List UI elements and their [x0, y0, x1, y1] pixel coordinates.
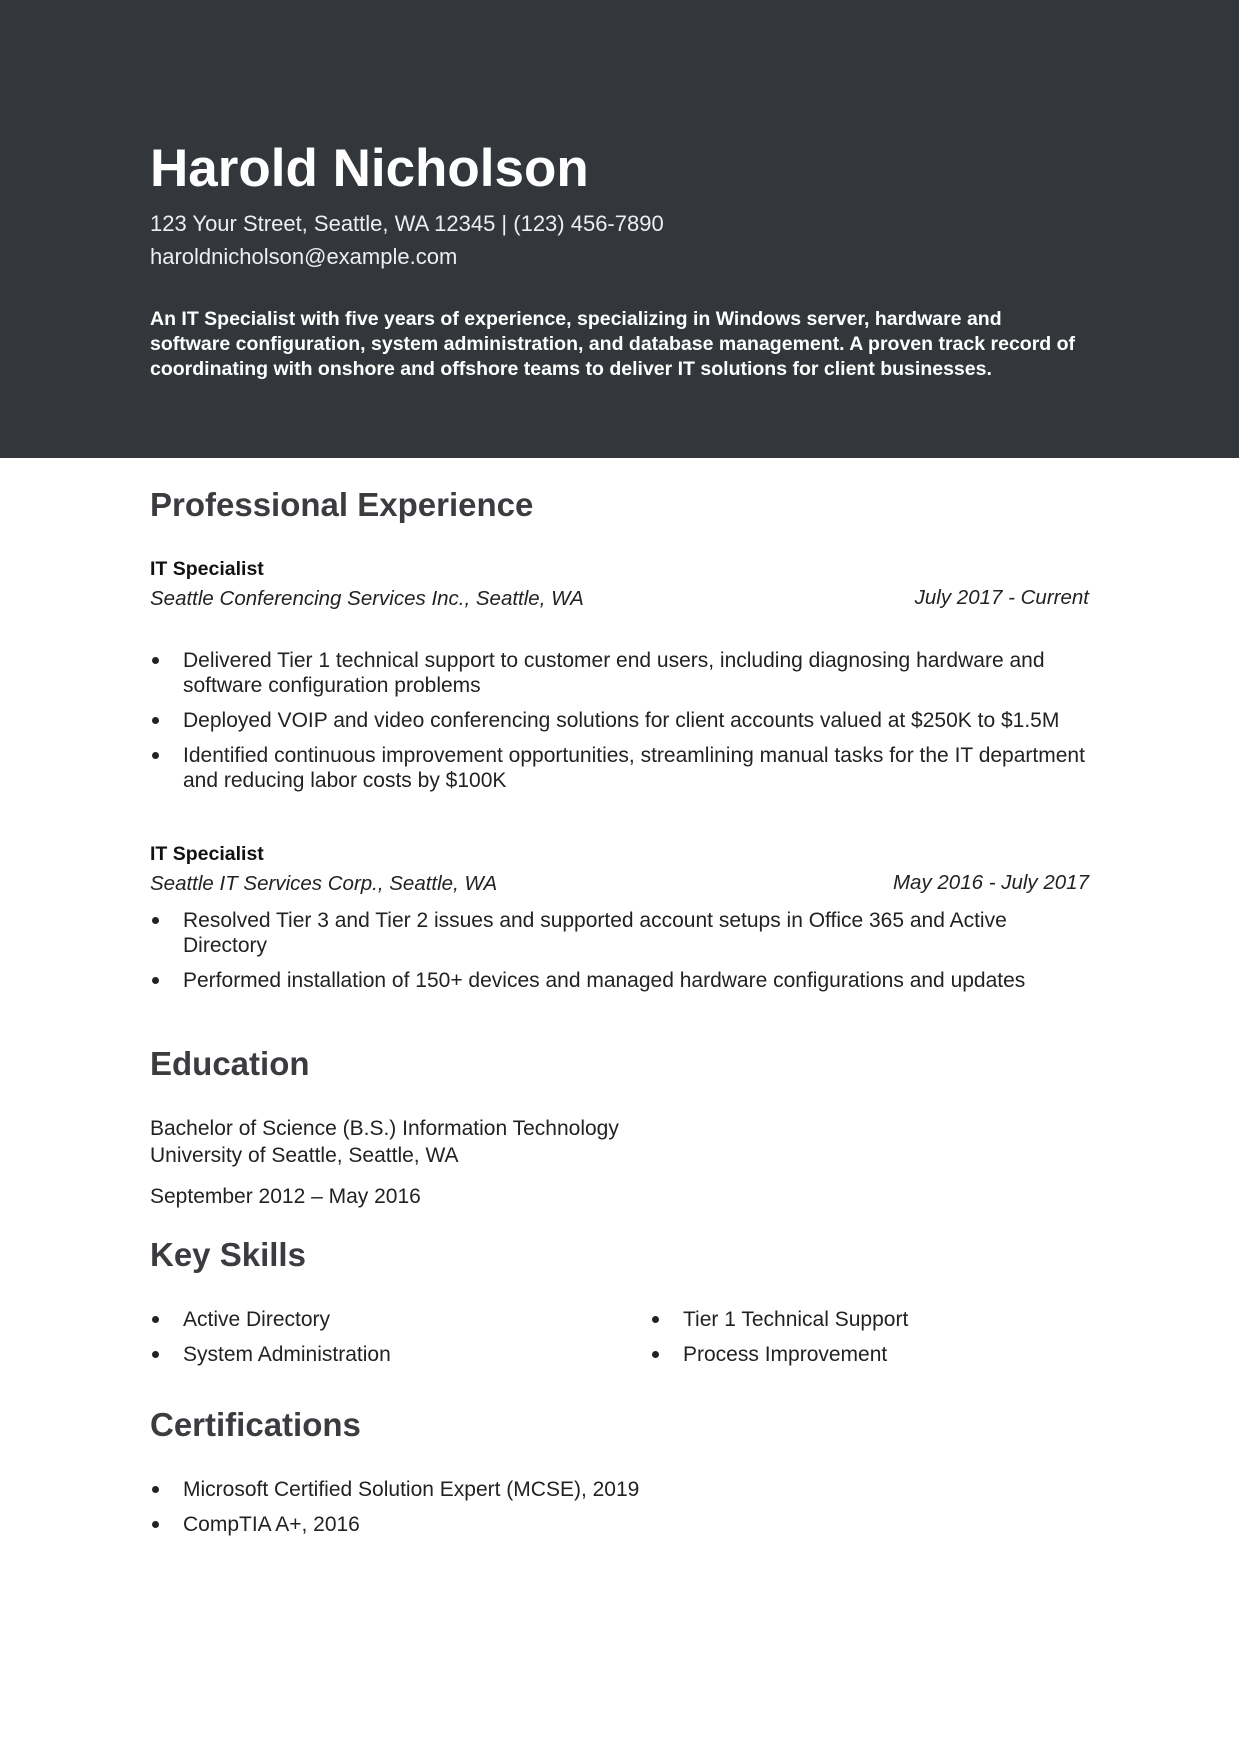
- address-phone: 123 Your Street, Seattle, WA 12345 | (123) 456-7890: [150, 211, 664, 236]
- list-item: Deployed VOIP and video conferencing solutions for client accounts valued at $250K to $1.5M: [150, 708, 1090, 733]
- job-2-role: IT Specialist: [150, 843, 264, 865]
- job-1-bullets: [150, 648, 1090, 803]
- list-item: Tier 1 Technical Support: [650, 1307, 1239, 1332]
- job-1-company: Seattle Conferencing Services Inc., Seattle, WA: [150, 587, 584, 610]
- list-item: Performed installation of 150+ devices and managed hardware configurations and updates: [150, 968, 1090, 993]
- candidate-name: Harold Nicholson: [150, 139, 589, 198]
- list-item: Resolved Tier 3 and Tier 2 issues and supported account setups in Office 365 and Active Directory: [150, 908, 1090, 958]
- certifications-heading: Certifications: [150, 1406, 361, 1443]
- list-item: Process Improvement: [650, 1342, 1239, 1367]
- job-1-role: IT Specialist: [150, 558, 264, 580]
- job-2-bullets: [150, 908, 1090, 1003]
- certifications-list: [150, 1477, 1090, 1547]
- list-item: Delivered Tier 1 technical support to customer end users, including diagnosing hardware and software configuration problems: [150, 648, 1090, 698]
- job-1-dates: July 2017 - Current: [914, 586, 1089, 609]
- education-details: [150, 1115, 619, 1169]
- list-item: CompTIA A+, 2016: [150, 1512, 1090, 1537]
- job-2-dates: May 2016 - July 2017: [892, 871, 1089, 894]
- skills-right-list: [650, 1307, 1239, 1377]
- education-dates: September 2012 – May 2016: [150, 1185, 421, 1208]
- job-2-company: Seattle IT Services Corp., Seattle, WA: [150, 872, 498, 895]
- resume-header: [0, 0, 1239, 458]
- school: University of Seattle, Seattle, WA: [150, 1144, 459, 1167]
- list-item: Microsoft Certified Solution Expert (MCSE), 2019: [150, 1477, 1090, 1502]
- email: haroldnicholson@example.com: [150, 244, 458, 269]
- education-heading: Education: [150, 1045, 310, 1082]
- contact-info: [150, 207, 664, 273]
- list-item: System Administration: [150, 1342, 1090, 1367]
- degree: Bachelor of Science (B.S.) Information Technology: [150, 1117, 619, 1140]
- list-item: Active Directory: [150, 1307, 1090, 1332]
- professional-summary: An IT Specialist with five years of experience, specializing in Windows server, hardware and software configuration, system administration, and database management. A proven track record of coordinating with onshore and offshore teams to deliver IT solutions for client businesses.: [150, 308, 1076, 380]
- list-item: Identified continuous improvement opportunities, streamlining manual tasks for the IT department and reducing labor costs by $100K: [150, 743, 1090, 793]
- experience-heading: Professional Experience: [150, 486, 534, 523]
- skills-heading: Key Skills: [150, 1236, 306, 1273]
